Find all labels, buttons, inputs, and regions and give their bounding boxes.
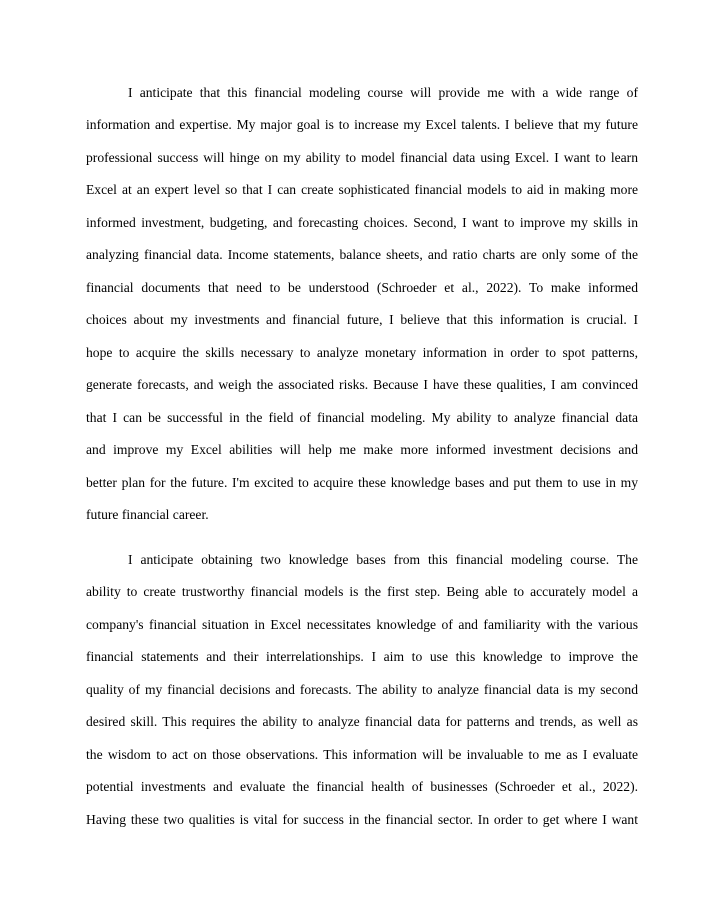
paragraph-2-line-6: desired skill. This requires the ability to analyze financial data for patterns and trends, as well as (86, 714, 638, 729)
paragraph-2-line-2: ability to create trustworthy financial models is the first step. Being able to accurately model a (86, 584, 638, 599)
paragraph-1-line-8: choices about my investments and financial future, I believe that this information is crucial. I (86, 312, 638, 327)
paragraph-2-line-1: I anticipate obtaining two knowledge bases from this financial modeling course. The (128, 552, 638, 567)
paragraph-1-line-9: hope to acquire the skills necessary to analyze monetary information in order to spot patterns, (86, 345, 638, 360)
paragraph-1-line-6: analyzing financial data. Income statements, balance sheets, and ratio charts are only some of the (86, 247, 638, 262)
paragraph-1-line-4: Excel at an expert level so that I can create sophisticated financial models to aid in making more (86, 182, 638, 197)
paragraph-1-line-11: that I can be successful in the field of financial modeling. My ability to analyze financial data (86, 410, 638, 425)
paragraph-1-line-13: better plan for the future. I'm excited to acquire these knowledge bases and put them to use in my (86, 475, 638, 490)
paragraph-1-line-3: professional success will hinge on my ability to model financial data using Excel. I want to learn (86, 150, 638, 165)
paragraph-1-line-1: I anticipate that this financial modeling course will provide me with a wide range of (128, 85, 638, 100)
paragraph-1-line-2: information and expertise. My major goal is to increase my Excel talents. I believe that my future (86, 117, 638, 132)
paragraph-2-line-5: quality of my financial decisions and forecasts. The ability to analyze financial data is my second (86, 682, 638, 697)
paragraph-2-line-4: financial statements and their interrelationships. I aim to use this knowledge to improve the (86, 649, 638, 664)
paragraph-2-line-8: potential investments and evaluate the financial health of businesses (Schroeder et al., 2022). (86, 779, 638, 794)
paragraph-1-line-14: future financial career. (86, 507, 209, 522)
paragraph-1-line-5: informed investment, budgeting, and forecasting choices. Second, I want to improve my skills in (86, 215, 638, 230)
paragraph-1-line-10: generate forecasts, and weigh the associated risks. Because I have these qualities, I am convinced (86, 377, 638, 392)
paragraph-2-line-7: the wisdom to act on those observations. This information will be invaluable to me as I evaluate (86, 747, 638, 762)
paragraph-1-line-7: financial documents that need to be understood (Schroeder et al., 2022). To make informed (86, 280, 638, 295)
paragraph-2-line-9: Having these two qualities is vital for success in the financial sector. In order to get where I want (86, 812, 638, 827)
paragraph-2-line-3: company's financial situation in Excel necessitates knowledge of and familiarity with the various (86, 617, 638, 632)
paragraph-1-line-12: and improve my Excel abilities will help me make more informed investment decisions and (86, 442, 638, 457)
